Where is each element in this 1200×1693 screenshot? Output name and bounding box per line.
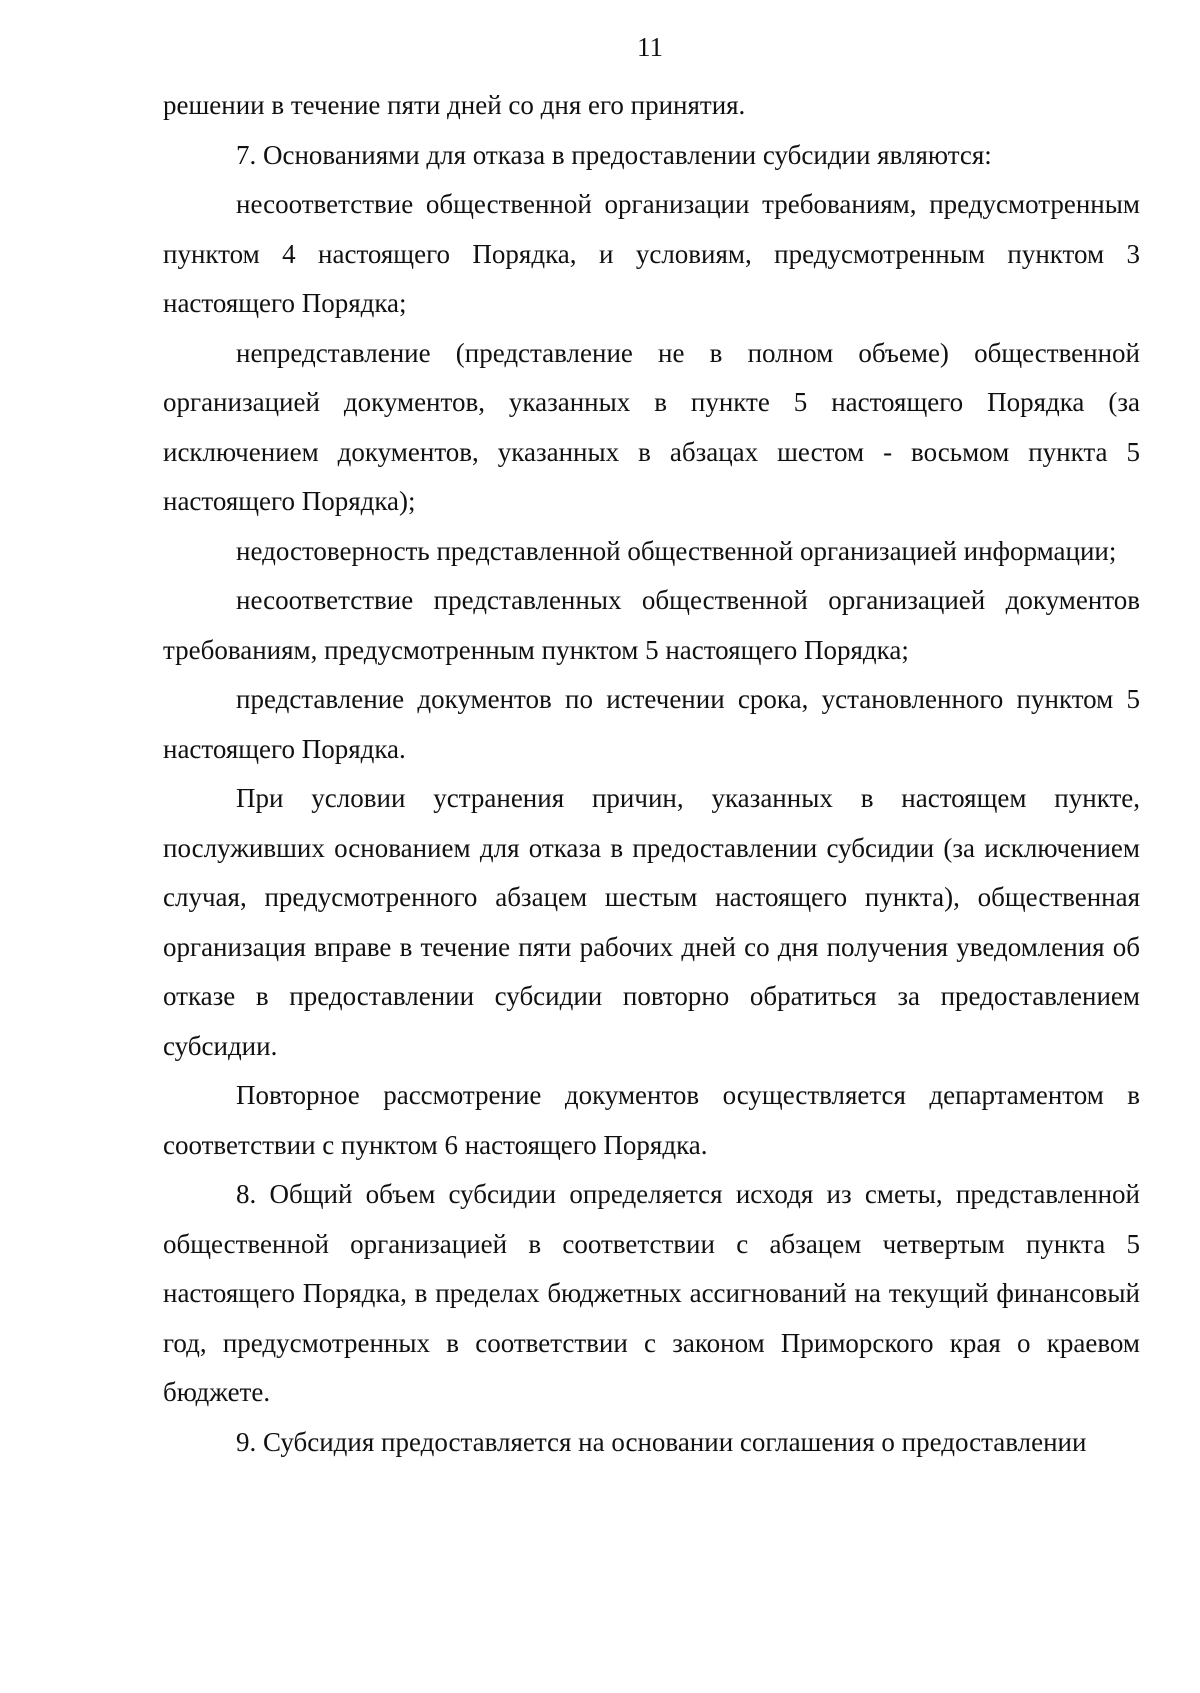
paragraph-item-9: 9. Субсидия предоставляется на основании соглашения о предоставлении <box>236 1426 1087 1457</box>
paragraph-item-8: 8. Общий объем субсидии определяется исходя из сметы, представленной общественной организацией в соответствии с абзацем четвертым пункта 5 настоящего Порядка, в пределах бюджетных ассигнований на текущий финансовый год, предусмотренных в соответствии с законом Приморского края о краевом бюджете. <box>163 1179 1140 1407</box>
paragraph-reason-late-submission: представление документов по истечении срока, установленного пунктом 5 настоящего Порядка. <box>163 684 1140 764</box>
paragraph-repeat-review: Повторное рассмотрение документов осуществляется департаментом в соответствии с пунктом 6 настоящего Порядка. <box>163 1080 1140 1160</box>
paragraph-reason-document-mismatch: несоответствие представленных общественной организацией документов требованиям, предусмотренным пунктом 5 настоящего Порядка; <box>163 585 1140 665</box>
document-body <box>163 81 1140 1467</box>
page-number: 11 <box>637 32 663 62</box>
paragraph-reason-noncompliance: несоответствие общественной организации требованиям, предусмотренным пунктом 4 настоящего Порядка, и условиям, предусмотренным пунктом 3 настоящего Порядка; <box>163 189 1140 318</box>
paragraph-continuation: решении в течение пяти дней со дня его принятия. <box>163 90 746 120</box>
paragraph-reason-nonsubmission: непредставление (представление не в полном объеме) общественной организацией документов, указанных в пункте 5 настоящего Порядка (за исключением документов, указанных в абзацах шестом - восьмом пункта 5 настоящего Порядка); <box>163 337 1140 516</box>
paragraph-reason-unreliable-info: недостоверность представленной общественной организацией информации; <box>236 535 1117 566</box>
paragraph-item-7-heading: 7. Основаниями для отказа в предоставлении субсидии являются: <box>236 139 992 170</box>
paragraph-resubmission-condition: При условии устранения причин, указанных в настоящем пункте, послуживших основанием для отказа в предоставлении субсидии (за исключением случая, предусмотренного абзацем шестым настоящего пункта), общественная организация вправе в течение пяти рабочих дней со дня получения уведомления об отказе в предоставлении субсидии повторно обратиться за предоставлением субсидии. <box>163 783 1140 1061</box>
